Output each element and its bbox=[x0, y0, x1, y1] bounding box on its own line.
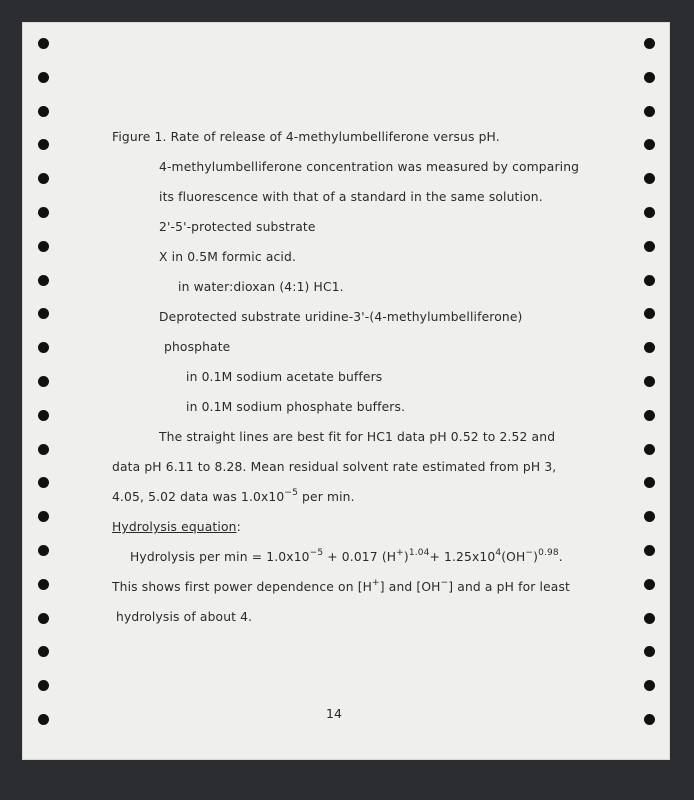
eq-part: ) bbox=[403, 550, 409, 564]
eq-exp: 4 bbox=[495, 547, 502, 558]
conclusion-line bbox=[112, 577, 570, 594]
tractor-hole bbox=[38, 38, 49, 49]
text-line: data pH 6.11 to 8.28. Mean residual solvent rate estimated from pH 3, bbox=[112, 460, 557, 474]
hydrolysis-equation bbox=[130, 547, 563, 564]
tractor-hole bbox=[644, 477, 655, 488]
tractor-hole bbox=[644, 444, 655, 455]
tractor-hole bbox=[644, 38, 655, 49]
text-line: in water:dioxan (4:1) HC1. bbox=[178, 280, 344, 294]
tractor-hole bbox=[644, 173, 655, 184]
rate-line bbox=[112, 487, 355, 504]
tractor-hole bbox=[38, 376, 49, 387]
tractor-hole bbox=[38, 680, 49, 691]
rate-prefix: 4.05, 5.02 data was 1.0x10 bbox=[112, 490, 285, 504]
text-line: in 0.1M sodium acetate buffers bbox=[186, 370, 383, 384]
text-line: in 0.1M sodium phosphate buffers. bbox=[186, 400, 406, 414]
hydrolysis-heading bbox=[112, 520, 241, 534]
eq-exp: 0.98 bbox=[538, 547, 559, 558]
tractor-hole bbox=[644, 545, 655, 556]
concl-part: ] and a pH for least bbox=[448, 580, 570, 594]
tractor-hole bbox=[644, 579, 655, 590]
tractor-hole bbox=[644, 680, 655, 691]
tractor-hole bbox=[38, 579, 49, 590]
concl-part: This shows first power dependence on [H bbox=[112, 580, 373, 594]
tractor-hole bbox=[38, 308, 49, 319]
tractor-hole bbox=[644, 410, 655, 421]
eq-part: + 0.017 (H bbox=[323, 550, 397, 564]
tractor-hole bbox=[38, 444, 49, 455]
tractor-hole bbox=[38, 714, 49, 725]
tractor-hole bbox=[644, 613, 655, 624]
tractor-hole bbox=[38, 545, 49, 556]
tractor-hole bbox=[38, 275, 49, 286]
rate-suffix: per min. bbox=[297, 490, 355, 504]
tractor-hole bbox=[644, 376, 655, 387]
tractor-hole bbox=[38, 646, 49, 657]
text-line: The straight lines are best fit for HC1 data pH 0.52 to 2.52 and bbox=[159, 430, 556, 444]
tractor-hole bbox=[38, 511, 49, 522]
tractor-hole bbox=[644, 139, 655, 150]
tractor-hole bbox=[644, 511, 655, 522]
tractor-hole bbox=[38, 207, 49, 218]
text-line: phosphate bbox=[164, 340, 231, 354]
tractor-hole bbox=[644, 342, 655, 353]
tractor-hole bbox=[38, 342, 49, 353]
text-line: X in 0.5M formic acid. bbox=[159, 250, 297, 264]
tractor-hole bbox=[38, 241, 49, 252]
tractor-hole bbox=[644, 714, 655, 725]
tractor-hole bbox=[38, 173, 49, 184]
eq-exp: −5 bbox=[309, 547, 324, 558]
concl-part: ] and [OH bbox=[379, 580, 441, 594]
tractor-hole bbox=[38, 477, 49, 488]
tractor-hole bbox=[38, 613, 49, 624]
text-line: Deprotected substrate uridine-3'-(4-methylumbelliferone) bbox=[159, 310, 523, 324]
figure-caption-title: Figure 1. Rate of release of 4-methylumbelliferone versus pH. bbox=[112, 130, 500, 144]
eq-end: . bbox=[558, 550, 563, 564]
concl-exp: + bbox=[372, 577, 380, 588]
eq-part: (OH bbox=[501, 550, 526, 564]
tractor-hole bbox=[644, 207, 655, 218]
tractor-hole bbox=[644, 72, 655, 83]
rate-exponent: −5 bbox=[284, 487, 298, 498]
tractor-hole bbox=[38, 72, 49, 83]
text-line: 2'-5'-protected substrate bbox=[159, 220, 316, 234]
eq-exp: + bbox=[396, 547, 404, 558]
eq-part: Hydrolysis per min = 1.0x10 bbox=[130, 550, 310, 564]
heading-colon: : bbox=[236, 520, 241, 534]
eq-part: ) bbox=[533, 550, 539, 564]
tractor-hole bbox=[644, 106, 655, 117]
tractor-hole bbox=[38, 410, 49, 421]
eq-part: + 1.25x10 bbox=[429, 550, 496, 564]
tractor-hole bbox=[644, 646, 655, 657]
text-line: its fluorescence with that of a standard in the same solution. bbox=[159, 190, 543, 204]
tractor-hole bbox=[644, 275, 655, 286]
text-line: 4-methylumbelliferone concentration was measured by comparing bbox=[159, 160, 580, 174]
tractor-hole bbox=[644, 308, 655, 319]
tractor-hole bbox=[38, 139, 49, 150]
last-line: hydrolysis of about 4. bbox=[116, 610, 253, 624]
paper-sheet bbox=[22, 22, 670, 760]
eq-exp: − bbox=[525, 547, 534, 558]
eq-exp: 1.04 bbox=[408, 547, 430, 558]
concl-exp: − bbox=[440, 577, 449, 588]
tractor-hole bbox=[38, 106, 49, 117]
tractor-hole bbox=[644, 241, 655, 252]
heading-text: Hydrolysis equation bbox=[112, 520, 237, 534]
page-number: 14 bbox=[326, 706, 342, 721]
